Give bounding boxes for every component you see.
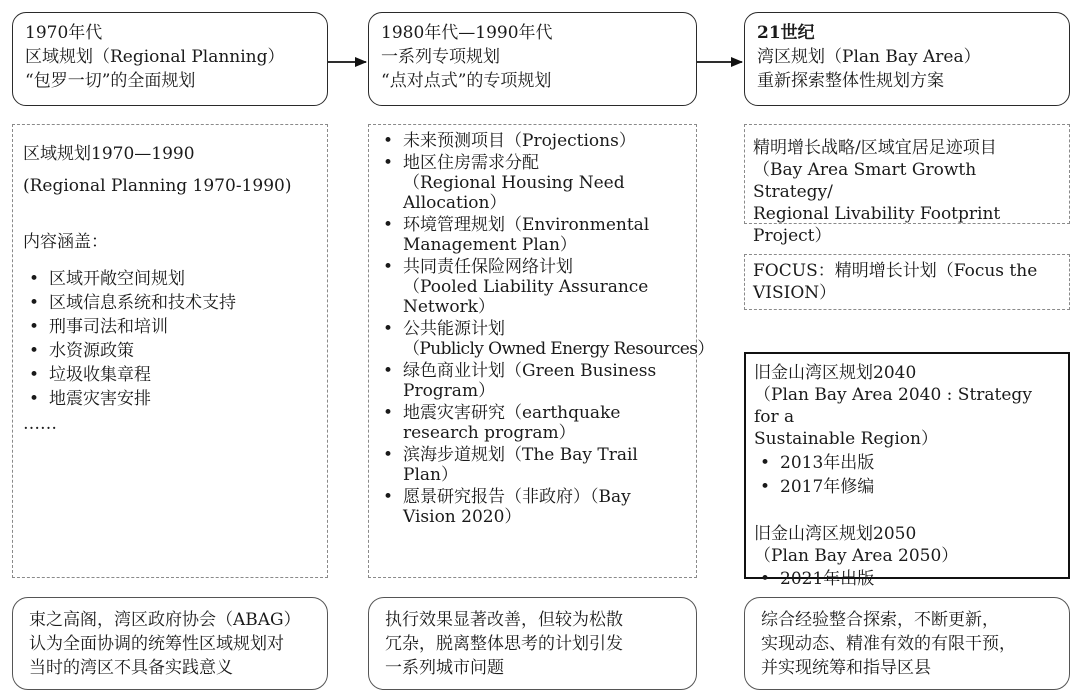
plan-2050-subtitle: （Plan Bay Area 2050） <box>754 546 959 566</box>
special-plan-line: • 公共能源计划 <box>403 319 505 339</box>
special-plan-line: • 未来预测项目（Projections） <box>403 131 636 151</box>
special-plan-line: Program） <box>403 381 496 401</box>
era-desc: 重新探索整体性规划方案 <box>757 71 944 91</box>
plan-2040-list <box>754 451 1060 499</box>
special-plan-line: • 地震灾害研究（earthquake <box>403 403 621 423</box>
special-plan-line: Plan） <box>403 465 458 485</box>
plan-2040-item: • 2017年修编 <box>754 475 1060 499</box>
plan-2050-list <box>754 567 1060 591</box>
special-plan-line: • 共同责任保险网络计划 <box>403 257 573 277</box>
content-title-en: (Regional Planning 1970-1990) <box>23 176 292 196</box>
special-plan-line: Management Plan） <box>403 235 577 255</box>
summary-line: 执行效果显著改善，但较为松散 <box>385 610 623 630</box>
summary-box-1970s <box>12 597 328 690</box>
focus-line: VISION） <box>753 283 837 303</box>
smart-growth-box <box>744 124 1070 246</box>
special-plan-item <box>377 445 688 485</box>
plan-2040-subtitle: Sustainable Region） <box>754 429 938 449</box>
special-plans-list <box>377 131 714 527</box>
content-item: • 区域开敞空间规划 <box>23 267 317 291</box>
plan-2040-item: • 2013年出版 <box>754 451 1060 475</box>
era-period: 1970年代 <box>25 23 103 43</box>
era-name: 一系列专项规划 <box>381 47 500 67</box>
special-plan-item <box>377 319 714 359</box>
plan-2040-subtitle: （Plan Bay Area 2040 : Strategy for a <box>754 385 1032 427</box>
special-plan-line: （Pooled Liability Assurance <box>403 277 649 297</box>
content-item: • 水资源政策 <box>23 339 317 363</box>
smart-growth-line: 精明增长战略/区域宜居足迹项目 <box>753 138 997 158</box>
summary-line: 综合经验整合探索，不断更新， <box>761 610 999 630</box>
summary-box-21st-century <box>744 597 1070 690</box>
special-plan-line: • 绿色商业计划（Green Business <box>403 361 657 381</box>
special-plan-item <box>377 153 688 213</box>
content-item: • 地震灾害安排 <box>23 387 317 411</box>
special-plan-line: （Regional Housing Need <box>403 173 625 193</box>
content-ellipsis: …… <box>23 414 57 434</box>
plan-2050-title: 旧金山湾区规划2050 <box>754 524 917 544</box>
content-box-1970s <box>12 124 328 578</box>
special-plan-item <box>377 403 688 443</box>
content-subtitle: 内容涵盖： <box>23 232 108 252</box>
plan-2040-title: 旧金山湾区规划2040 <box>754 363 917 383</box>
era-desc: “点对点式”的专项规划 <box>381 71 552 91</box>
summary-line: 实现动态、精准有效的有限干预， <box>761 634 1016 654</box>
special-plan-line: • 滨海步道规划（The Bay Trail <box>403 445 638 465</box>
focus-line: FOCUS：精明增长计划（Focus the <box>753 261 1038 281</box>
content-item: • 刑事司法和培训 <box>23 315 317 339</box>
era-box-21st-century <box>744 12 1070 106</box>
era-name: 湾区规划（Plan Bay Area） <box>757 47 981 67</box>
summary-line: 一系列城市问题 <box>385 658 504 678</box>
summary-line: 当时的湾区不具备实践意义 <box>29 658 233 678</box>
focus-box <box>744 254 1070 310</box>
special-plan-line: research program） <box>403 423 576 443</box>
special-plan-line: • 环境管理规划（Environmental <box>403 215 650 235</box>
special-plan-item <box>377 257 688 317</box>
summary-line: 冗杂，脱离整体思考的计划引发 <box>385 634 623 654</box>
era-period: 1980年代—1990年代 <box>381 23 553 43</box>
plan-bay-area-box <box>744 352 1070 589</box>
content-box-1980s <box>368 124 714 578</box>
era-name: 区域规划（Regional Planning） <box>25 47 285 67</box>
era-period: 21世纪 <box>757 23 815 43</box>
summary-box-1980s <box>368 597 697 690</box>
content-title-cn: 区域规划1970—1990 <box>23 144 195 164</box>
summary-line: 并实现统筹和指导区县 <box>761 658 931 678</box>
content-item: • 垃圾收集章程 <box>23 363 317 387</box>
content-item: • 区域信息系统和技术支持 <box>23 291 317 315</box>
special-plan-line: Vision 2020） <box>403 507 522 527</box>
special-plan-item <box>377 215 688 255</box>
special-plan-line: （Publicly Owned Energy Resources） <box>403 339 714 359</box>
special-plan-line: • 地区住房需求分配 <box>403 153 539 173</box>
era-box-1980s <box>368 12 697 106</box>
special-plan-line: Network） <box>403 297 495 317</box>
smart-growth-line: Regional Livability Footprint Project） <box>753 204 1001 246</box>
summary-line: 束之高阁，湾区政府协会（ABAG） <box>29 610 301 630</box>
special-plan-item <box>377 487 688 527</box>
summary-line: 认为全面协调的统筹性区域规划对 <box>29 634 284 654</box>
special-plan-line: Allocation） <box>403 193 507 213</box>
special-plan-line: • 愿景研究报告（非政府）（Bay <box>403 487 631 507</box>
era-box-1970s <box>12 12 328 106</box>
plan-2050-item: • 2021年出版 <box>754 567 1060 591</box>
content-list <box>23 267 317 411</box>
special-plan-item <box>377 131 688 151</box>
era-desc: “包罗一切”的全面规划 <box>25 71 196 91</box>
special-plan-item <box>377 361 688 401</box>
smart-growth-line: （Bay Area Smart Growth Strategy/ <box>753 160 977 202</box>
